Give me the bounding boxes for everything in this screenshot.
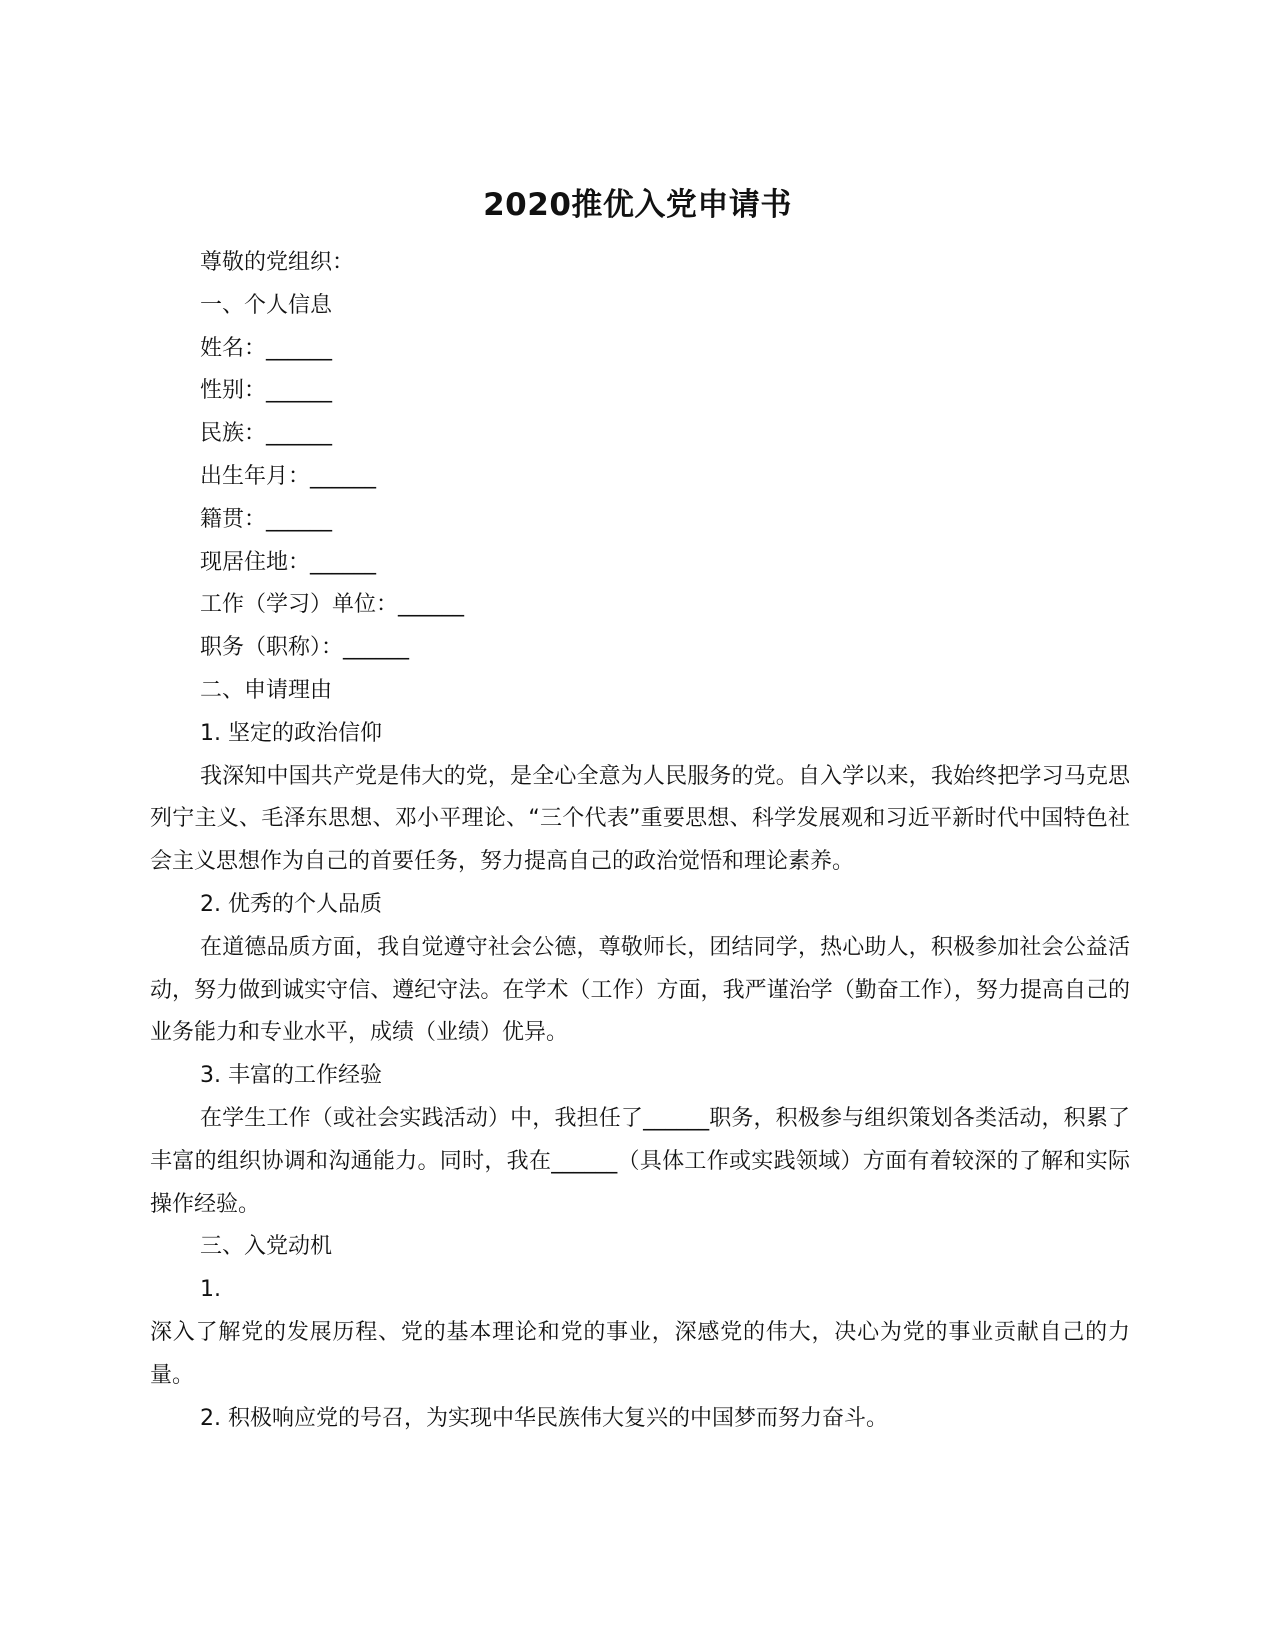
field-work-unit: 工作（学习）单位：______ (200, 592, 465, 618)
field-residence: 现居住地：______ (200, 549, 377, 575)
reason-3-paragraph: 在学生工作（或社会实践活动）中，我担任了______职务，积极参与组织策划各类活动，积累了丰富的组织协调和沟通能力。同时，我在______（具体工作或实践领域）方面有着较深的了解和实际操作经验。 (150, 1105, 1130, 1217)
section-heading-personal-info: 一、个人信息 (200, 292, 333, 318)
field-name: 姓名：______ (200, 335, 333, 361)
reason-2-paragraph: 在道德品质方面，我自觉遵守社会公德，尊敬师长，团结同学，热心助人，积极参加社会公益活动，努力做到诚实守信、遵纪守法。在学术（工作）方面，我严谨治学（勤奋工作），努力提高自己的业务能力和专业水平，成绩（业绩）优异。 (150, 934, 1130, 1046)
field-ethnicity: 民族：______ (200, 421, 333, 447)
document-title: 2020推优入党申请书 (483, 187, 792, 223)
field-native-place: 籍贯：______ (200, 506, 333, 532)
reason-2-heading: 2. 优秀的个人品质 (200, 891, 382, 917)
motivation-1-number: 1. (200, 1277, 221, 1303)
motivation-2-paragraph: 2. 积极响应党的号召，为实现中华民族伟大复兴的中国梦而努力奋斗。 (200, 1405, 888, 1431)
reason-1-paragraph: 我深知中国共产党是伟大的党，是全心全意为人民服务的党。自入学以来，我始终把学习马克思列宁主义、毛泽东思想、邓小平理论、“三个代表”重要思想、科学发展观和习近平新时代中国特色社会主义思想作为自己的首要任务，努力提高自己的政治觉悟和理论素养。 (150, 763, 1130, 875)
reason-1-heading: 1. 坚定的政治信仰 (200, 720, 382, 746)
salutation: 尊敬的党组织： (200, 250, 355, 275)
field-gender: 性别：______ (200, 378, 333, 404)
field-birth-date: 出生年月：______ (200, 463, 377, 489)
section-heading-reasons: 二、申请理由 (200, 677, 333, 703)
reason-3-heading: 3. 丰富的工作经验 (200, 1063, 382, 1089)
field-position: 职务（职称）：______ (200, 635, 410, 661)
motivation-1-paragraph: 深入了解党的发展历程、党的基本理论和党的事业，深感党的伟大，决心为党的事业贡献自己的力量。 (150, 1319, 1130, 1388)
document-body (150, 242, 1130, 1440)
section-heading-motivation: 三、入党动机 (200, 1234, 333, 1260)
